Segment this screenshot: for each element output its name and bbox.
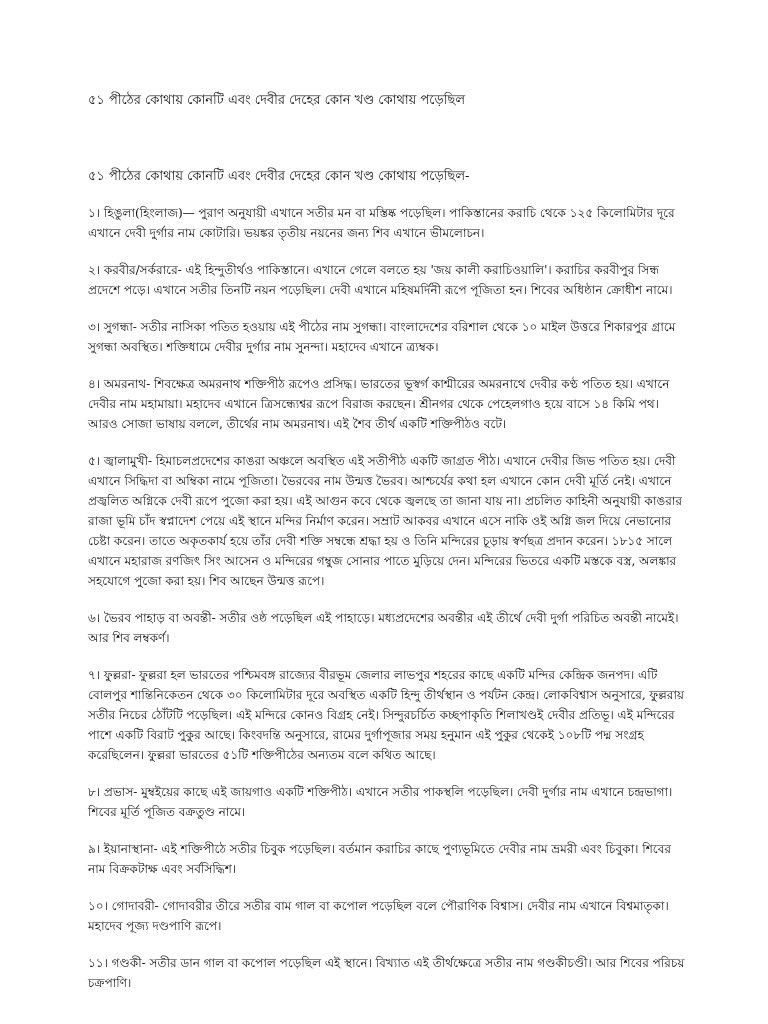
paragraph-godavari: ১০। গোদাবরী- গোদাবরীর তীরে সতীর বাম গাল বা কপোল পড়েছিল বলে পৌরাণিক বিশ্বাস। দেবীর নাম এখানে বিশ্বমাতৃকা। মহাদেব পূজ্য দণ্ডপাণি রূপে।	[88, 899, 669, 933]
paragraph-prabhas: ৮। প্রভাস- মুম্বইয়ের কাছে এই জায়গাও একটি শক্তিপীঠ। এখানে সতীর পাকস্থলি পড়েছিল। দেবী দুর্গার নাম এখানে চন্দ্রভাগা। শিবের মূর্তি পূজিত বক্রতুণ্ড নামে।	[88, 785, 673, 819]
paragraph-yanasthana: ৯। ইয়ানাস্থানা- এই শক্তিপীঠে সতীর চিবুক পড়েছিল। বর্তমান করাচির কাছে পুণ্যভূমিতে দেবীর নাম ভ্রমরী এবং চিবুকা। শিবের নাম বিক্রকটাক্ষ এবং সর্বসিদ্ধিশ।	[88, 842, 671, 876]
document-subtitle: ৫১ পীঠের কোথায় কোনটি এবং দেবীর দেহের কোন খণ্ড কোথায় পড়েছিল-	[88, 169, 470, 184]
paragraph-amarnath: ৪। অমরনাথ- শিবক্ষেত্র অমরনাথ শক্তিপীঠ রূপেও প্রসিদ্ধ। ভারতের ভূস্বর্গ কাশ্মীরের অমরনাথে দেবীর কণ্ঠ পতিত হয়। এখানে দেবীর নাম মহামায়া। মহাদেব এখানে ত্রিসন্ধ্যেশ্বর রূপে বিরাজ করছেন। শ্রীনগর থেকে পেহেলগাও হয়ে বাসে ১৪ কিমি পথ। আরও সোজা ভাষায় বললে, তীর্থের নাম অমরনাথ। এই শৈব তীর্থ একটি শক্তিপীঠও বটে।	[88, 377, 670, 431]
document-body	[88, 92, 688, 993]
paragraph-gandaki: ১১। গণ্ডকী- সতীর ডান গাল বা কপোল পড়েছিল এই স্থানে। বিখ্যাত এই তীর্থক্ষেত্রে সতীর নাম গণ্ডকীচণ্ডী। আর শিবের পরিচয় চক্রপাণি।	[88, 956, 685, 990]
paragraph-fullara: ৭। ফুল্লরা- ফুল্লরা হল ভারতের পশ্চিমবঙ্গ রাজ্যের বীরভূম জেলার লাভপুর শহরের কাছে একটি মন্দির কেন্দ্রিক জনপদ। এটি বোলপুর শান্তিনিকেতন থেকে ৩০ কিলোমিটার দূরে অবস্থিত একটি হিন্দু তীর্থস্থান ও পর্যটন কেন্দ্র। লোকবিশ্বাস অনুসারে, ফুল্লরায় সতীর নিচের ঠোঁটটি পড়েছিল। এই মন্দিরে কোনও বিগ্রহ নেই। সিন্দুরচর্চিত কচ্ছপাকৃতি শিলাখণ্ডই দেবীর প্রতিভূ। এই মন্দিরের পাশে একটি বিরাট পুকুর আছে। কিংবদন্তি অনুসারে, রামের দুর্গাপূজার সময় হনুমান এই পুকুর থেকেই ১০৮টি পদ্ম সংগ্রহ করেছিলেন। ফুল্লরা ভারতের ৫১টি শক্তিপীঠের অন্যতম বলে কথিত আছে।	[88, 668, 685, 762]
paragraph-hingula: ১। হিঙুলা(হিংলাজ)— পুরাণ অনুযায়ী এখানে সতীর মন বা মস্তিষ্ক পড়েছিল। পাকিস্তানের করাচি থেকে ১২৫ কিলোমিটার দূরে এখানে দেবী দুর্গার নাম কোটারি। ভয়ঙ্কর তৃতীয় নয়নের জন্য শিব এখানে ভীমলোচন।	[88, 206, 675, 240]
document-title: ৫১ পীঠের কোথায় কোনটি এবং দেবীর দেহের কোন খণ্ড কোথায় পড়েছিল	[88, 93, 466, 108]
paragraph-jwalamukhi: ৫। জ্বালামুখী- হিমাচলপ্রদেশের কাঙরা অঞ্চলে অবস্থিত এই সতীপীঠ একটি জাগ্রত পীঠ। এখানে দেবীর জিভ পতিত হয়। দেবী এখানে সিদ্ধিদা বা অম্বিকা নামে পূজিতা। ভৈরবের নাম উন্মত্ত ভৈরব। আশ্চর্যের কথা হল এখানে কোন দেবী মূর্তি নেই। এখানে প্রজ্বলিত অগ্নিকে দেবী রূপে পুজো করা হয়। এই আগুন কবে থেকে জ্বলছে তা জানা যায় না। প্রচলিত কাহিনী অনুযায়ী কাঙরার রাজা ভূমি চাঁদ স্বপ্নাদেশ পেয়ে এই স্থানে মন্দির নির্মাণ করেন। সম্রাট আকবর এখানে এসে নাকি ওই অগ্নি জল দিয়ে নেভানোর চেষ্টা করেন। তাতে অকৃতকার্য হয়ে তাঁর দেবী শক্তি সম্বন্ধে শ্রদ্ধা হয় ও তিনি মন্দিরের চূড়ায় স্বর্ণছত্র প্রদান করেন। ১৮১৫ সালে এখানে মহারাজ রণজিৎ সিং আসেন ও মন্দিরের গম্বুজ সোনার পাতে মুড়িয়ে দেন। মন্দিরের ভিতরে একটি মস্তকে বস্ত্র, অলঙ্কার সহযোগে পুজো করা হয়। শিব আছেন উন্মত্ত রূপে।	[88, 454, 682, 588]
paragraph-karabir: ২। করবীর/সর্করারে- এই হিন্দুতীর্থও পাকিস্তানে। এখানে গেলে বলতে হয় 'জয় কালী করাচিওয়ালি'। করাচির করবীপুর সিন্ধ প্রদেশে পড়ে। এখানে সতীর তিনটি নয়ন পড়েছিল। দেবী এখানে মহিষমর্দিনী রূপে পূজিতা হন। শিবের অধিষ্ঠান ক্রোধীশ নামে।	[88, 263, 673, 297]
paragraph-sugandha: ৩। সুগন্ধা- সতীর নাসিকা পতিত হওয়ায় এই পীঠের নাম সুগন্ধা। বাংলাদেশের বরিশাল থেকে ১০ মাইল উত্তরে শিকারপুর গ্রামে সুগন্ধা অবস্থিত। শক্তিধামে দেবীর দুর্গার নাম সুনন্দা। মহাদেব এখানে ত্র্যম্বক।	[88, 320, 676, 354]
paragraph-bhairav-pahar: ৬। ভৈরব পাহাড় বা অবন্তী- সতীর ওষ্ঠ পড়েছিল এই পাহাড়ে। মধ্যপ্রদেশের অবন্তীর এই তীর্থে দেবী দুর্গা পরিচিত অবন্তী নামেই। আর শিব লম্বকর্ণ।	[88, 611, 679, 645]
